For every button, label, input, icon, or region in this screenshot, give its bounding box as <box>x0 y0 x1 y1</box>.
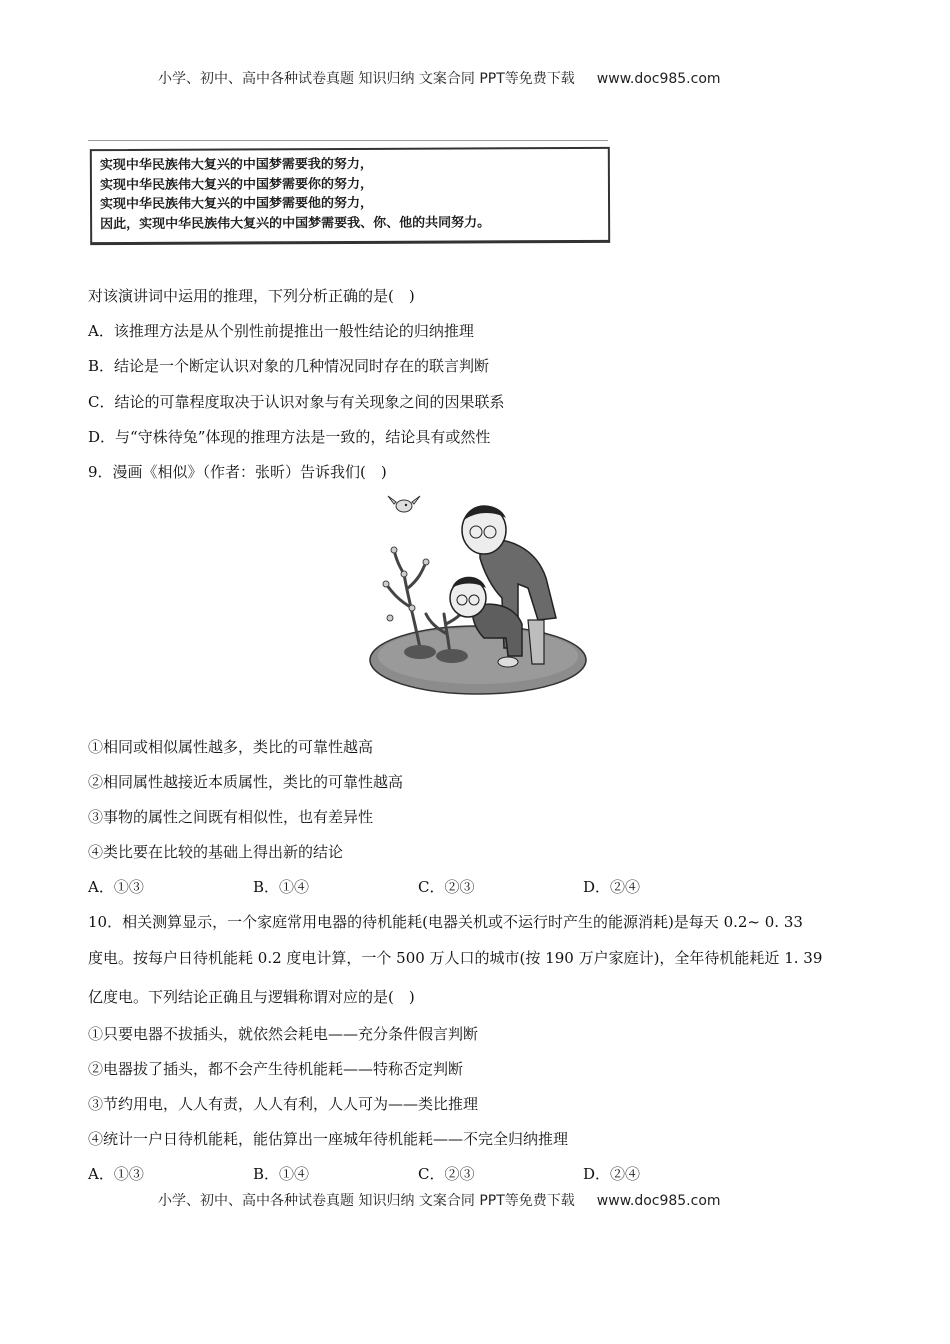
page-header <box>158 68 721 88</box>
q10-option-a: A．①③ <box>88 1165 144 1183</box>
speech-line: 实现中华民族伟大复兴的中国梦需要我的努力， <box>99 156 373 174</box>
q9-statement-1: ①相同或相似属性越多，类比的可靠性越高 <box>88 738 374 756</box>
footer-url[interactable]: www.doc985.com <box>596 1193 721 1209</box>
speech-box <box>90 147 610 245</box>
q10-stem-line-1: 10．相关测算显示，一个家庭常用电器的待机能耗(电器关机或不运行时产生的能源消耗)是每天 0.2~ 0. 33 <box>88 913 803 931</box>
q9-option-b: B．①④ <box>253 878 310 896</box>
page-footer <box>158 1190 721 1210</box>
q8-option-a: A．该推理方法是从个别性前提推出一般性结论的归纳推理 <box>88 322 474 340</box>
speech-line: 实现中华民族伟大复兴的中国梦需要你的努力， <box>99 176 373 193</box>
q9-option-d: D．②④ <box>583 878 641 896</box>
q8-option-c: C．结论的可靠程度取决于认识对象与有关现象之间的因果联系 <box>88 393 505 411</box>
q9-option-a: A．①③ <box>88 878 144 896</box>
q9-statement-2: ②相同属性越接近本质属性，类比的可靠性越高 <box>88 773 404 791</box>
q8-option-d: D．与“守株待兔”体现的推理方法是一致的，结论具有或然性 <box>88 428 491 446</box>
cartoon-father-and-child-watering-saplings-icon <box>368 488 588 708</box>
footer-text: 小学、初中、高中各种试卷真题 知识归纳 文案合同 PPT等免费下载 <box>158 1193 575 1209</box>
q8-option-b: B．结论是一个断定认识对象的几种情况同时存在的联言判断 <box>88 357 490 375</box>
q10-option-d: D．②④ <box>583 1165 641 1183</box>
q10-statement-2: ②电器拔了插头，都不会产生待机能耗——特称否定判断 <box>88 1060 464 1078</box>
q10-stem-line-3: 亿度电。下列结论正确且与逻辑称谓对应的是( ) <box>88 988 415 1006</box>
q10-statement-4: ④统计一户日待机能耗，能估算出一座城年待机能耗——不完全归纳推理 <box>88 1130 569 1148</box>
q9-statement-4: ④类比要在比较的基础上得出新的结论 <box>88 843 344 861</box>
q10-option-c: C．②③ <box>418 1165 475 1183</box>
speech-box-figure <box>88 140 616 250</box>
speech-line: 因此，实现中华民族伟大复兴的中国梦需要我、你、他的共同努力。 <box>100 214 491 232</box>
q8-stem: 对该演讲词中运用的推理，下列分析正确的是( ) <box>88 287 415 305</box>
header-text: 小学、初中、高中各种试卷真题 知识归纳 文案合同 PPT等免费下载 <box>158 71 575 87</box>
speech-line: 实现中华民族伟大复兴的中国梦需要他的努力， <box>100 195 374 213</box>
q10-option-b: B．①④ <box>253 1165 310 1183</box>
q9-option-c: C．②③ <box>418 878 475 896</box>
q10-statement-1: ①只要电器不拔插头，就依然会耗电——充分条件假言判断 <box>88 1025 479 1043</box>
q10-stem-line-2: 度电。按每户日待机能耗 0.2 度电计算，一个 500 万人口的城市(按 190 万户家庭计)，全年待机能耗近 1. 39 <box>88 949 823 967</box>
divider-line <box>88 140 608 141</box>
header-url[interactable]: www.doc985.com <box>596 71 721 87</box>
q9-statement-3: ③事物的属性之间既有相似性，也有差异性 <box>88 808 374 826</box>
q10-statement-3: ③节约用电，人人有责，人人有利，人人可为——类比推理 <box>88 1095 479 1113</box>
q9-stem: 9．漫画《相似》（作者：张昕）告诉我们( ) <box>88 463 387 481</box>
